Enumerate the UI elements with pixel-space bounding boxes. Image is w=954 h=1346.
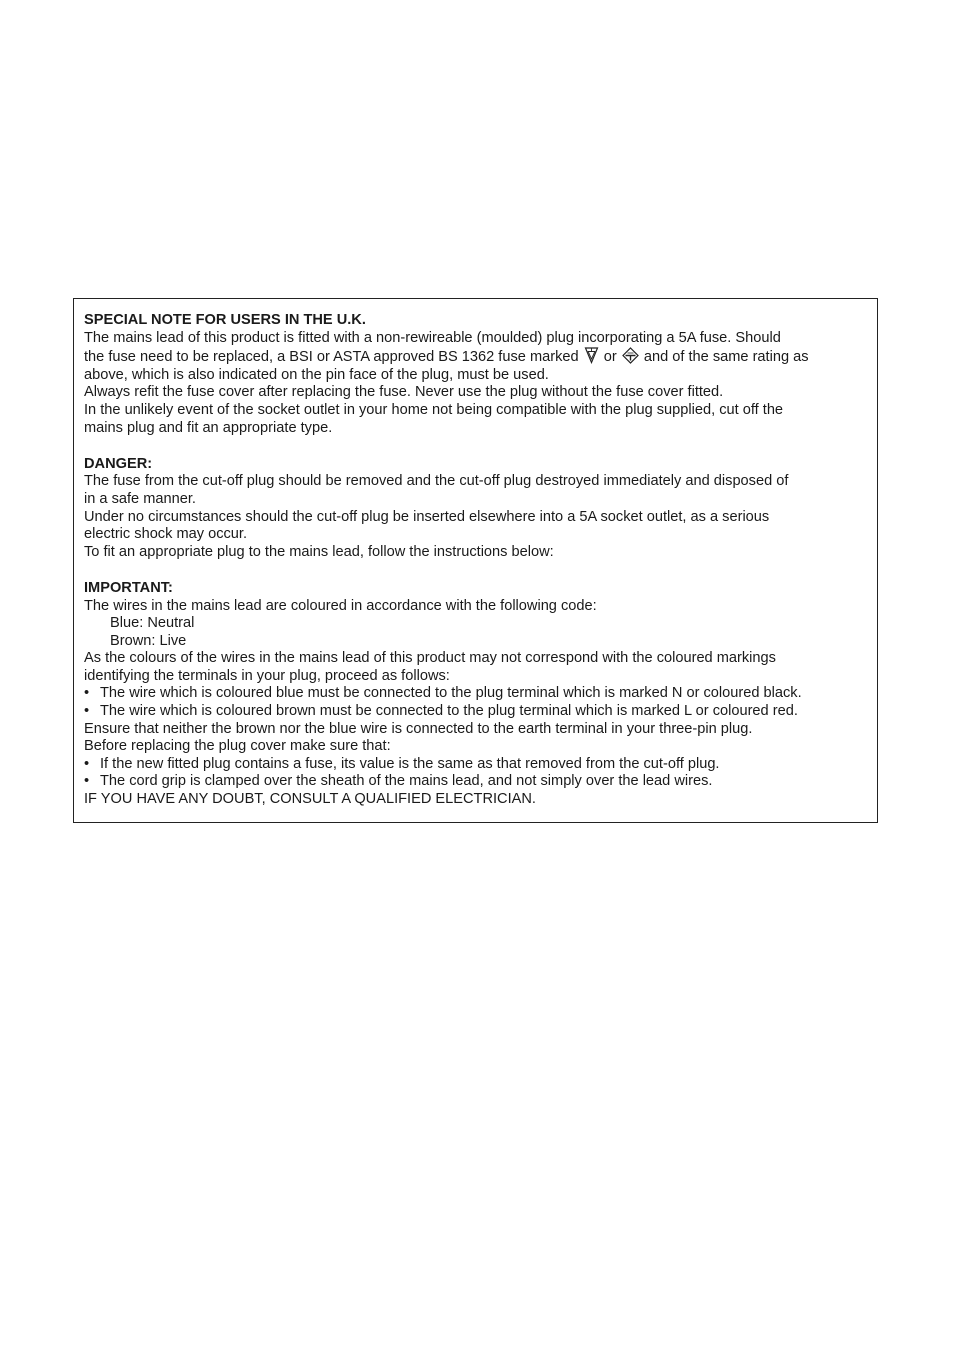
list-item <box>84 685 867 703</box>
list-item <box>84 756 867 774</box>
uk-note-text-segment: and of the same rating as <box>643 349 809 366</box>
important-title: IMPORTANT: <box>84 579 173 596</box>
important-text: Before replacing the plug cover make sure that: <box>84 738 391 755</box>
uk-note-title: SPECIAL NOTE FOR USERS IN THE U.K. <box>84 312 366 328</box>
uk-note-text: In the unlikely event of the socket outlet in your home not being compatible with the plug supplied, cut off the <box>84 401 784 418</box>
list-item-text: The cord grip is clamped over the sheath of the mains lead, and not simply over the lead wires. <box>100 773 713 790</box>
bullet-dot: • <box>84 685 90 702</box>
list-item-text: The wire which is coloured blue must be connected to the plug terminal which is marked N or coloured black. <box>100 685 802 702</box>
wire-code-brown: Brown: Live <box>110 632 187 649</box>
danger-title: DANGER: <box>84 455 153 472</box>
danger-text: To fit an appropriate plug to the mains lead, follow the instructions below: <box>84 543 554 560</box>
danger-text: The fuse from the cut-off plug should be removed and the cut-off plug destroyed immediately and disposed of <box>84 473 789 490</box>
uk-note-text: mains plug and fit an appropriate type. <box>84 419 333 436</box>
list-item-text: If the new fitted plug contains a fuse, its value is the same as that removed from the cut-off plug. <box>100 755 720 772</box>
bullet-dot: • <box>84 773 90 790</box>
uk-note-text <box>84 347 867 367</box>
important-text: As the colours of the wires in the mains lead of this product may not correspond with the coloured markings <box>84 650 776 667</box>
bullet-dot: • <box>84 755 90 772</box>
section-gap <box>84 437 867 456</box>
uk-plug-notice-box <box>73 298 878 823</box>
uk-note-text: The mains lead of this product is fitted with a non-rewireable (moulded) plug incorporating a 5A fuse. Should <box>84 329 781 346</box>
uk-note-text-segment: the fuse need to be replaced, a BSI or ASTA approved BS 1362 fuse marked <box>84 349 579 366</box>
section-gap <box>84 561 867 580</box>
uk-note-text-segment: or <box>603 349 617 366</box>
danger-text: Under no circumstances should the cut-off plug be inserted elsewhere into a 5A socket outlet, as a serious <box>84 508 770 525</box>
important-text: identifying the terminals in your plug, proceed as follows: <box>84 667 450 684</box>
wire-code-blue: Blue: Neutral <box>110 615 195 632</box>
important-text: The wires in the mains lead are coloured in accordance with the following code: <box>84 597 597 614</box>
list-item <box>84 773 867 791</box>
important-text: Ensure that neither the brown nor the blue wire is connected to the earth terminal in your three-pin plug. <box>84 720 753 737</box>
danger-text: in a safe manner. <box>84 490 196 507</box>
bsi-kitemark-icon <box>584 347 599 364</box>
danger-text: electric shock may occur. <box>84 526 248 543</box>
bullet-dot: • <box>84 703 90 720</box>
closing-warning: IF YOU HAVE ANY DOUBT, CONSULT A QUALIFIED ELECTRICIAN. <box>84 791 536 808</box>
uk-note-text: above, which is also indicated on the pin face of the plug, must be used. <box>84 366 549 383</box>
list-item <box>84 703 867 721</box>
asta-mark-icon <box>622 347 639 364</box>
list-item-text: The wire which is coloured brown must be connected to the plug terminal which is marked L or coloured red. <box>100 703 798 720</box>
uk-note-text: Always refit the fuse cover after replacing the fuse. Never use the plug without the fuse cover fitted. <box>84 384 724 401</box>
